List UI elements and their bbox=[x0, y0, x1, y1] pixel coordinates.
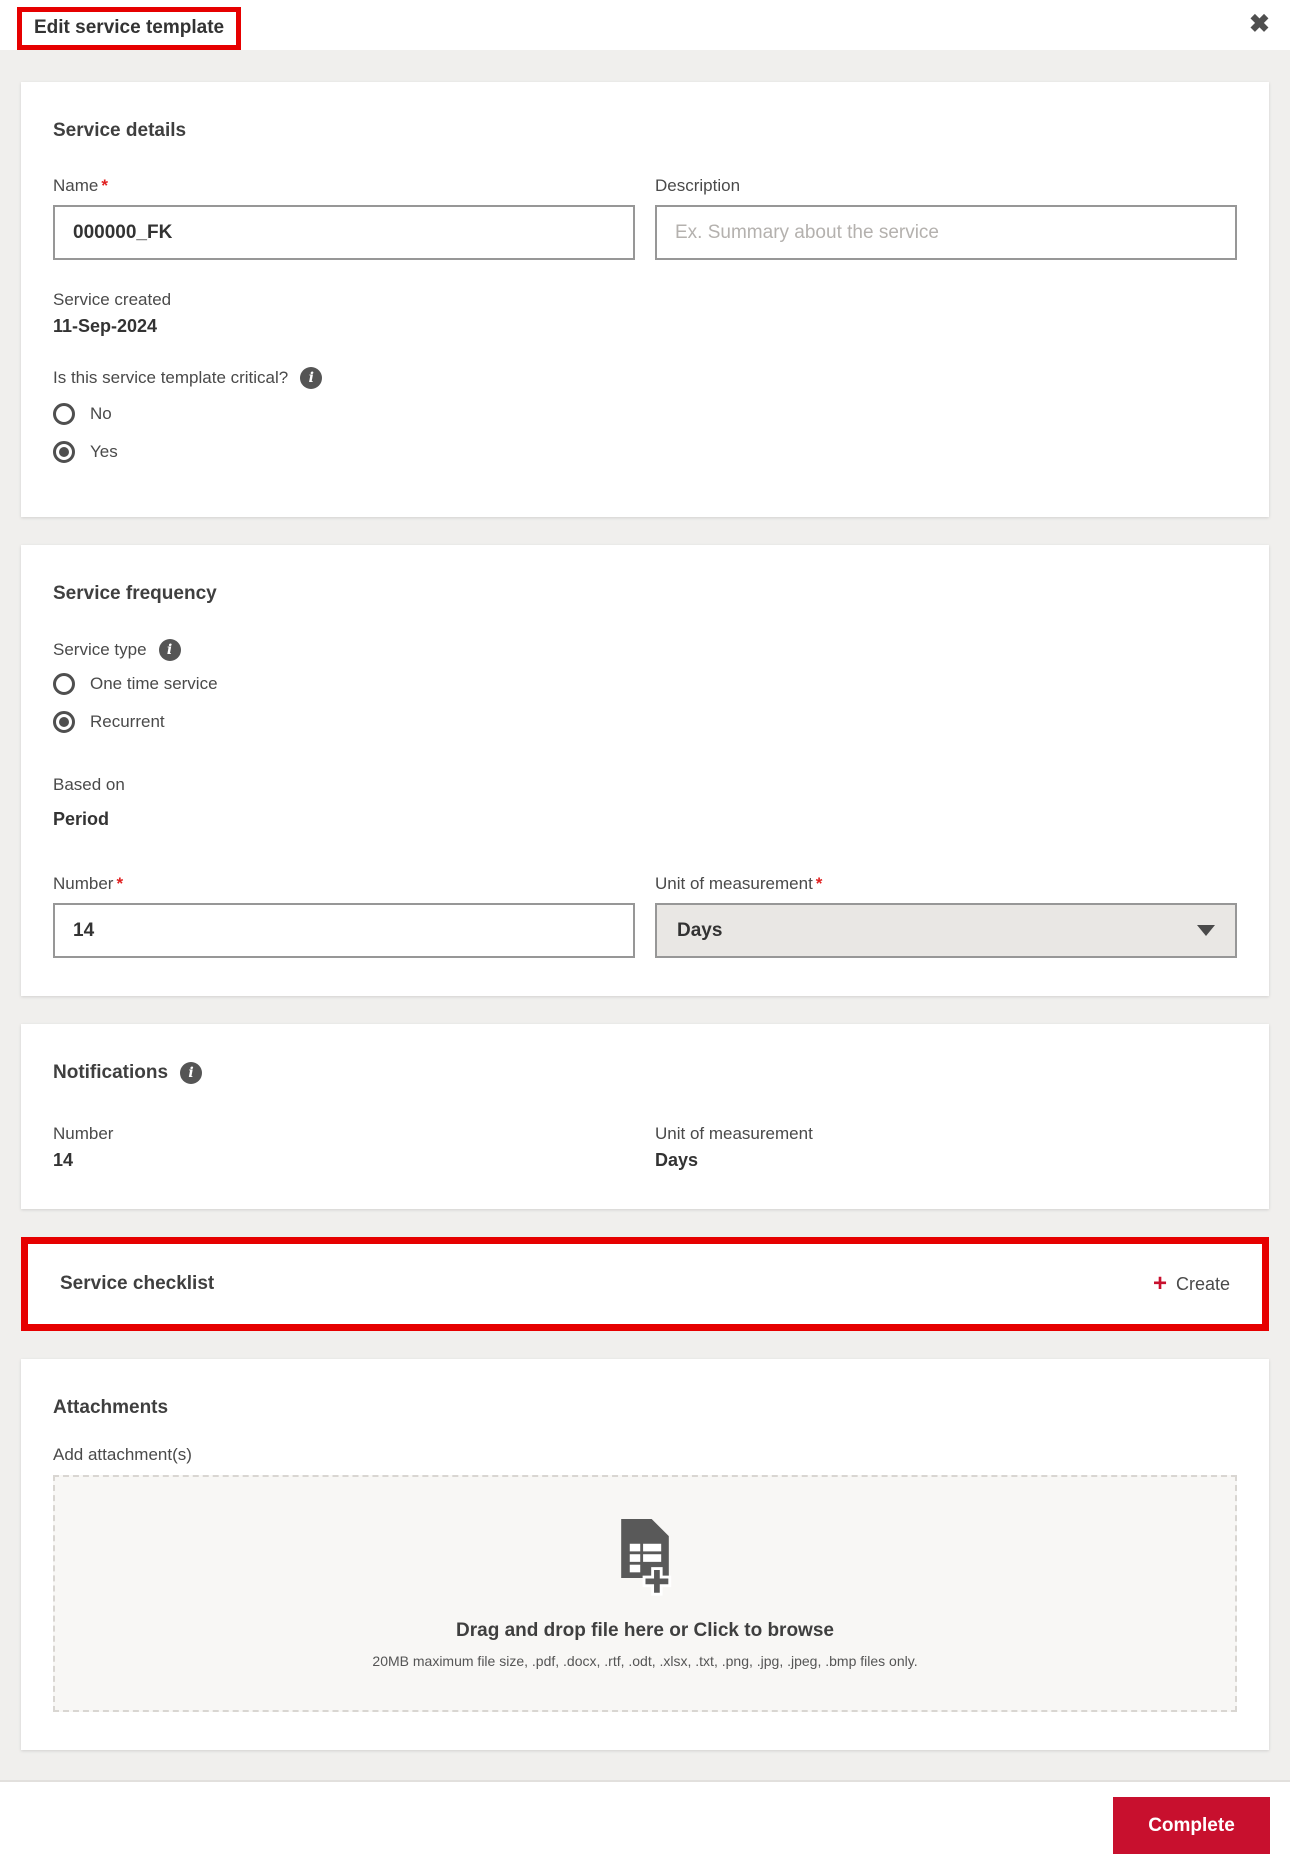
attachment-file-icon bbox=[616, 1519, 674, 1604]
unit-of-measurement-select[interactable] bbox=[655, 903, 1237, 958]
dropzone-title: Drag and drop file here or Click to browse bbox=[456, 1619, 834, 1641]
service-checklist-heading: Service checklist bbox=[60, 1273, 215, 1294]
radio-icon bbox=[53, 673, 75, 695]
description-label: Description bbox=[655, 176, 741, 195]
required-asterisk: * bbox=[101, 176, 108, 195]
service-type-radio-recurrent[interactable] bbox=[53, 711, 1237, 733]
footer-bar bbox=[0, 1782, 1290, 1859]
service-created-label: Service created bbox=[53, 290, 172, 309]
radio-icon bbox=[53, 441, 75, 463]
radio-label: Yes bbox=[90, 442, 118, 461]
plus-icon: + bbox=[1152, 1270, 1167, 1297]
required-asterisk: * bbox=[815, 874, 823, 893]
notifications-unit-label: Unit of measurement bbox=[655, 1124, 813, 1143]
info-icon[interactable]: i bbox=[159, 639, 181, 661]
based-on-value: Period bbox=[53, 809, 110, 829]
name-field[interactable] bbox=[53, 205, 635, 260]
create-label: Create bbox=[1175, 1273, 1230, 1294]
critical-radio-no[interactable] bbox=[53, 403, 1237, 425]
radio-icon bbox=[53, 711, 75, 733]
service-checklist-card bbox=[28, 1244, 1262, 1324]
service-frequency-heading: Service frequency bbox=[53, 583, 217, 604]
radio-label: Recurrent bbox=[90, 712, 165, 731]
selected-value: Days bbox=[677, 919, 723, 941]
service-type-radio-onetime[interactable] bbox=[53, 673, 1237, 695]
critical-question: Is this service template critical? i bbox=[53, 367, 1237, 389]
notifications-number-label: Number bbox=[53, 1124, 114, 1143]
name-label: Name * bbox=[53, 176, 108, 195]
dropzone-hint: 20MB maximum file size, .pdf, .docx, .rtf, .odt, .xlsx, .txt, .png, .jpg, .jpeg, .bmp files only. bbox=[372, 1652, 918, 1669]
description-field[interactable] bbox=[655, 205, 1237, 260]
service-type-label: Service type i bbox=[53, 639, 1237, 661]
modal-header bbox=[0, 0, 1290, 50]
radio-icon bbox=[53, 403, 75, 425]
info-icon[interactable]: i bbox=[300, 367, 322, 389]
number-field[interactable] bbox=[53, 903, 635, 958]
service-created-value: 11-Sep-2024 bbox=[53, 316, 158, 336]
required-asterisk: * bbox=[116, 874, 124, 893]
complete-button[interactable]: Complete bbox=[1113, 1797, 1270, 1854]
service-details-heading: Service details bbox=[53, 120, 187, 141]
service-checklist-annotation bbox=[21, 1237, 1269, 1331]
service-frequency-card bbox=[21, 545, 1269, 996]
page-title: Edit service template bbox=[17, 7, 241, 50]
close-icon[interactable]: ✖ bbox=[1249, 10, 1270, 38]
based-on-label: Based on bbox=[53, 775, 125, 794]
notifications-number-value: 14 bbox=[53, 1150, 74, 1170]
info-icon[interactable]: i bbox=[180, 1062, 202, 1084]
attachments-heading: Attachments bbox=[53, 1397, 169, 1418]
chevron-down-icon bbox=[1197, 925, 1215, 936]
attachments-card bbox=[21, 1359, 1269, 1750]
file-dropzone[interactable] bbox=[53, 1475, 1237, 1712]
notifications-heading: Notifications i bbox=[53, 1062, 1237, 1084]
radio-label: One time service bbox=[90, 674, 218, 693]
add-attachments-label: Add attachment(s) bbox=[53, 1445, 192, 1464]
service-details-card bbox=[21, 82, 1269, 517]
critical-radio-yes[interactable] bbox=[53, 441, 1237, 463]
unit-of-measurement-label: Unit of measurement * bbox=[655, 874, 823, 893]
number-label: Number * bbox=[53, 874, 124, 893]
notifications-card bbox=[21, 1024, 1269, 1209]
notifications-unit-value: Days bbox=[655, 1150, 699, 1170]
create-checklist-button[interactable] bbox=[1153, 1272, 1230, 1296]
radio-label: No bbox=[90, 404, 112, 423]
modal-body bbox=[0, 50, 1290, 1782]
